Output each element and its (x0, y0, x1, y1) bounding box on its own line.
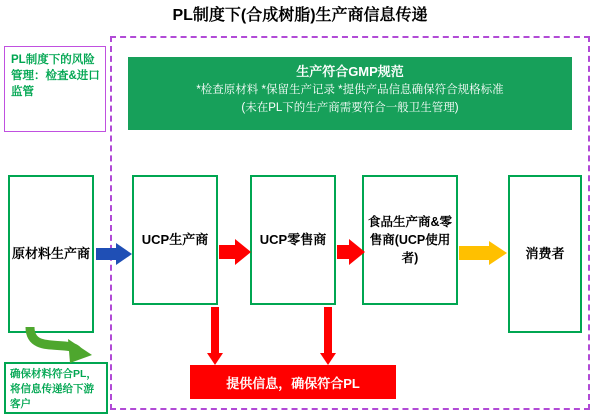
arrow-raw-material-curve-icon (20, 325, 112, 371)
pl-risk-management-legend: PL制度下的风险管理：检查&进口监管 (4, 46, 106, 132)
arrow-retailer-down-icon (320, 307, 336, 365)
gmp-compliance-banner (128, 57, 572, 130)
arrow-raw-to-ucp-icon (96, 243, 132, 265)
gmp-banner-line-3: (未在PL下的生产商需要符合一般卫生管理) (241, 102, 459, 114)
node-ucp-retailer: UCP零售商 (250, 175, 336, 305)
raw-material-note-box: 确保材料符合PL，将信息传递给下游客户 (4, 362, 108, 414)
arrow-retailer-to-food-icon (337, 239, 365, 265)
node-raw-material-maker: 原材料生产商 (8, 175, 94, 333)
arrow-ucp-maker-to-retailer-icon (219, 239, 251, 265)
node-food-maker-retailer: 食品生产商&零售商(UCP使用者) (362, 175, 458, 305)
arrow-food-to-consumer-icon (459, 241, 509, 265)
gmp-banner-line-1: 生产符合GMP规范 (296, 64, 404, 79)
arrow-ucp-maker-down-icon (207, 307, 223, 365)
node-ucp-maker: UCP生产商 (132, 175, 218, 305)
provide-information-banner: 提供信息，确保符合PL (190, 365, 396, 399)
page-title: PL制度下(合成树脂)生产商信息传递 (172, 7, 428, 24)
node-consumer: 消费者 (508, 175, 582, 333)
gmp-banner-line-2: *检查原材料 *保留生产记录 *提供产品信息确保符合规格标准 (196, 84, 504, 96)
